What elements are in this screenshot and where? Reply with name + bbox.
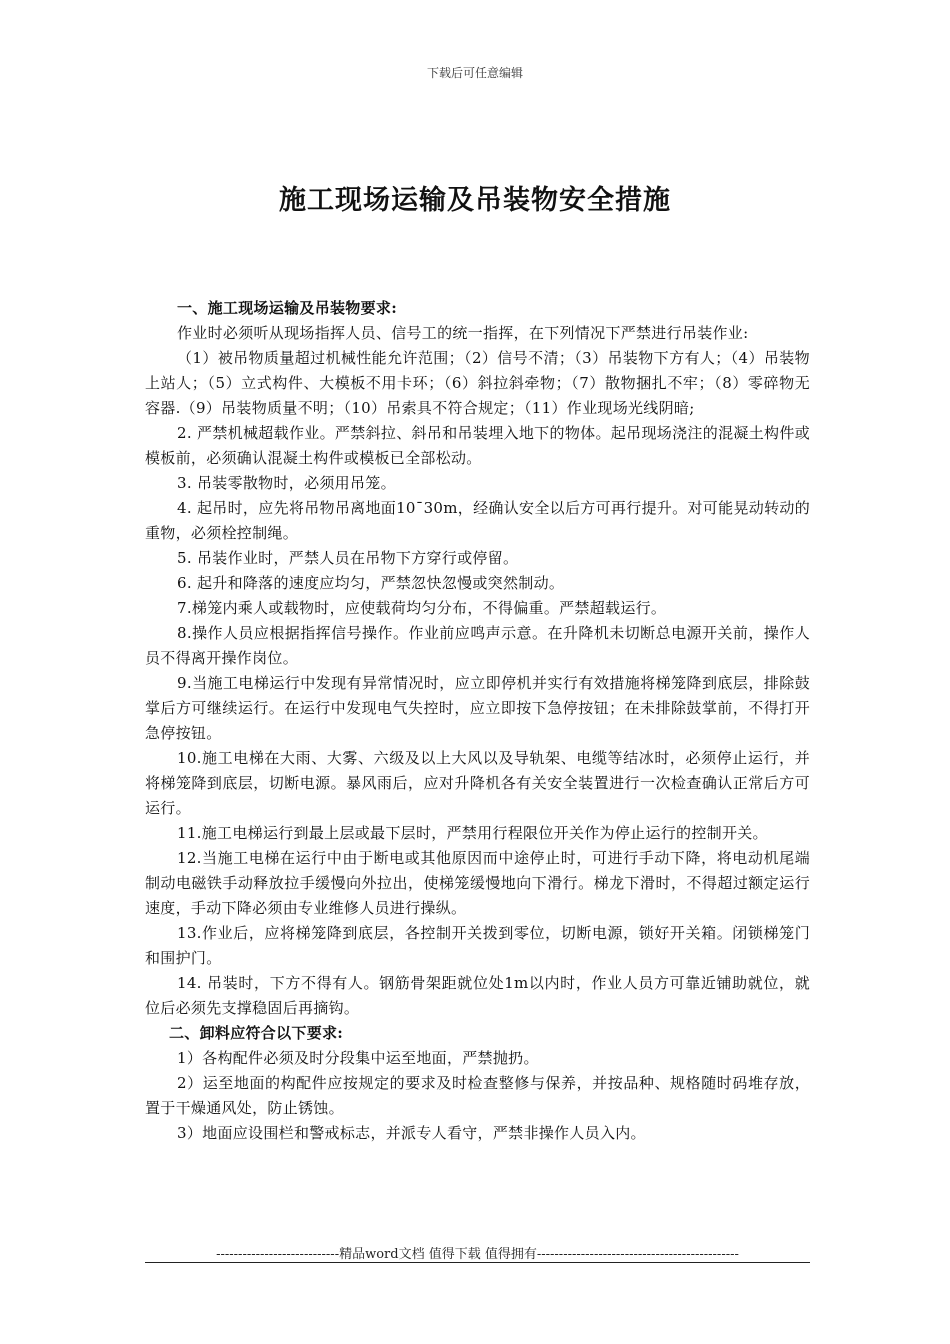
section1-item-4: 4. 起吊时，应先将吊物吊离地面10¯30m，经确认安全以后方可再行提升。对可能晃动转动的重物，必须栓控制绳。 xyxy=(145,499,810,542)
section1-item-12: 12.当施工电梯在运行中由于断电或其他原因而中途停止时，可进行手动下降，将电动机尾端制动电磁铁手动释放拉手缓慢向外拉出，使梯笼缓慢地向下滑行。梯龙下滑时，不得超过额定运行速度，手动下降必须由专业维修人员进行操纵。 xyxy=(145,849,810,917)
section1-item-9: 9.当施工电梯运行中发现有异常情况时，应立即停机并实行有效措施将梯笼降到底层，排除鼓掌后方可继续运行。在运行中发现电气失控时，应立即按下急停按钮；在未排除鼓掌前，不得打开急停按钮。 xyxy=(145,674,810,742)
section1-item-10: 10.施工电梯在大雨、大雾、六级及以上大风以及导轨架、电缆等结冰时，必须停止运行，并将梯笼降到底层，切断电源。暴风雨后，应对升降机各有关安全装置进行一次检查确认正常后方可运行。 xyxy=(145,749,810,817)
section1-item-6: 6. 起升和降落的速度应均匀，严禁忽快忽慢或突然制动。 xyxy=(177,574,565,592)
section1-item-2: 2. 严禁机械超载作业。严禁斜拉、斜吊和吊装埋入地下的物体。起吊现场浇注的混凝土构件或模板前，必须确认混凝土构件或模板已全部松动。 xyxy=(145,424,810,467)
section1-item-5: 5. 吊装作业时，严禁人员在吊物下方穿行或停留。 xyxy=(177,549,519,567)
section1-intro: 作业时必须听从现场指挥人员、信号工的统一指挥，在下列情况下严禁进行吊装作业: xyxy=(177,324,749,342)
section1-item-8: 8.操作人员应根据指挥信号操作。作业前应鸣声示意。在升降机未切断总电源开关前，操作人员不得离开操作岗位。 xyxy=(145,624,810,667)
section2-item-1: 1）各构配件必须及时分段集中运至地面，严禁抛扔。 xyxy=(177,1049,539,1067)
document-body xyxy=(145,296,810,1146)
footer-divider xyxy=(145,1262,810,1263)
section1-list-paragraph: （1）被吊物质量超过机械性能允许范围；（2）信号不清；（3）吊装物下方有人；（4）吊装物上站人；（5）立式构件、大模板不用卡环；（6）斜拉斜牵物；（7）散物捆扎不牢；（8）零碎物无容器.（9）吊装物质量不明；（10）吊索具不符合规定；（11）作业现场光线阴暗; xyxy=(145,349,810,417)
section1-heading: 一、施工现场运输及吊装物要求: xyxy=(177,299,398,317)
header-note: 下载后可任意编辑 xyxy=(426,66,523,80)
document-title: 施工现场运输及吊装物安全措施 xyxy=(279,185,671,216)
section2-item-2: 2）运至地面的构配件应按规定的要求及时检查整修与保养，并按品种、规格随时码堆存放，置于干燥通风处，防止锈蚀。 xyxy=(145,1074,810,1117)
section2-item-3: 3）地面应设围栏和警戒标志，并派专人看守，严禁非操作人员入内。 xyxy=(177,1124,646,1142)
section1-item-7: 7.梯笼内乘人或载物时，应使载荷均匀分布，不得偏重。严禁超载运行。 xyxy=(177,599,667,617)
footer-note: ----------------------------精品word文档 值得下载 值得拥有---------------------------------------------- xyxy=(216,1247,739,1262)
section1-item-14: 14. 吊装时，下方不得有人。钢筋骨架距就位处1m以内时，作业人员方可靠近铺助就位，就位后必须先支撑稳固后再摘钩。 xyxy=(145,974,810,1017)
section1-item-3: 3. 吊装零散物时，必须用吊笼。 xyxy=(177,474,396,492)
section2-heading: 二、卸料应符合以下要求: xyxy=(169,1024,344,1042)
section1-item-13: 13.作业后，应将梯笼降到底层，各控制开关拨到零位，切断电源，锁好开关箱。闭锁梯笼门和围护门。 xyxy=(145,924,810,967)
section1-item-11: 11.施工电梯运行到最上层或最下层时，严禁用行程限位开关作为停止运行的控制开关。 xyxy=(177,824,768,842)
